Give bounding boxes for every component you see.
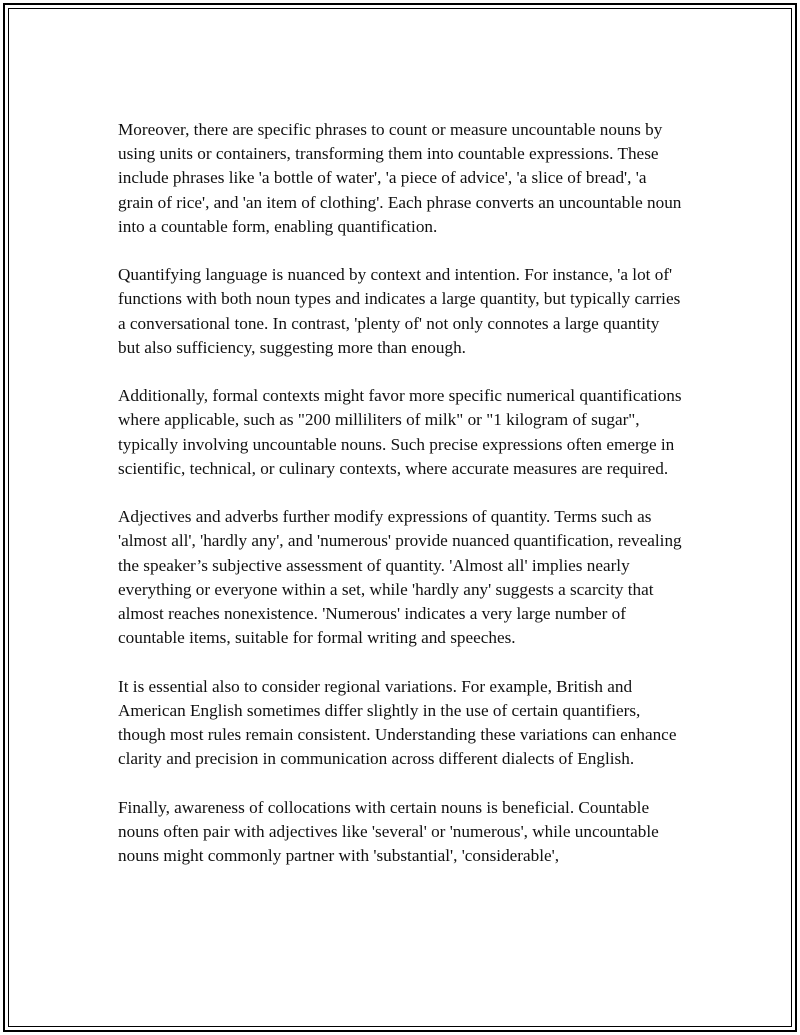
paragraph: Finally, awareness of collocations with certain nouns is beneficial. Countable nouns often pair with adjectives like 'several' or 'numerous', while uncountable nouns might commonly partner with 'substantial', 'considerable', bbox=[118, 797, 659, 866]
paragraph: Additionally, formal contexts might favor more specific numerical quantifications where applicable, such as "200 milliliters of milk" or "1 kilogram of sugar", typically involving uncountable nouns. Such precise expressions often emerge in scientific, technical, or culinary contexts, where accurate measures are required. bbox=[118, 386, 682, 478]
paragraph: Moreover, there are specific phrases to count or measure uncountable nouns by using units or containers, transforming them into countable expressions. These include phrases like 'a bottle of water', 'a piece of advice', 'a slice of bread', 'a grain of rice', and 'an item of clothing'. Each phrase converts an uncountable noun into a countable form, enabling quantification. bbox=[118, 120, 682, 236]
paragraph: It is essential also to consider regional variations. For example, British and American English sometimes differ slightly in the use of certain quantifiers, though most rules remain consistent. Understanding these variations can enhance clarity and precision in communication across different dialects of English. bbox=[118, 676, 677, 769]
paragraph: Adjectives and adverbs further modify expressions of quantity. Terms such as 'almost all', 'hardly any', and 'numerous' provide nuanced quantification, revealing the speaker’s subjective assessment of quantity. 'Almost all' implies nearly everything or everyone within a set, while 'hardly any' suggests a scarcity that almost reaches nonexistence. 'Numerous' indicates a very large number of countable items, suitable for formal writing and speeches. bbox=[118, 507, 682, 648]
paragraph: Quantifying language is nuanced by context and intention. For instance, 'a lot of' functions with both noun types and indicates a large quantity, but typically carries a conversational tone. In contrast, 'plenty of' not only connotes a large quantity but also sufficiency, suggesting more than enough. bbox=[118, 265, 681, 357]
document-body bbox=[118, 118, 684, 892]
